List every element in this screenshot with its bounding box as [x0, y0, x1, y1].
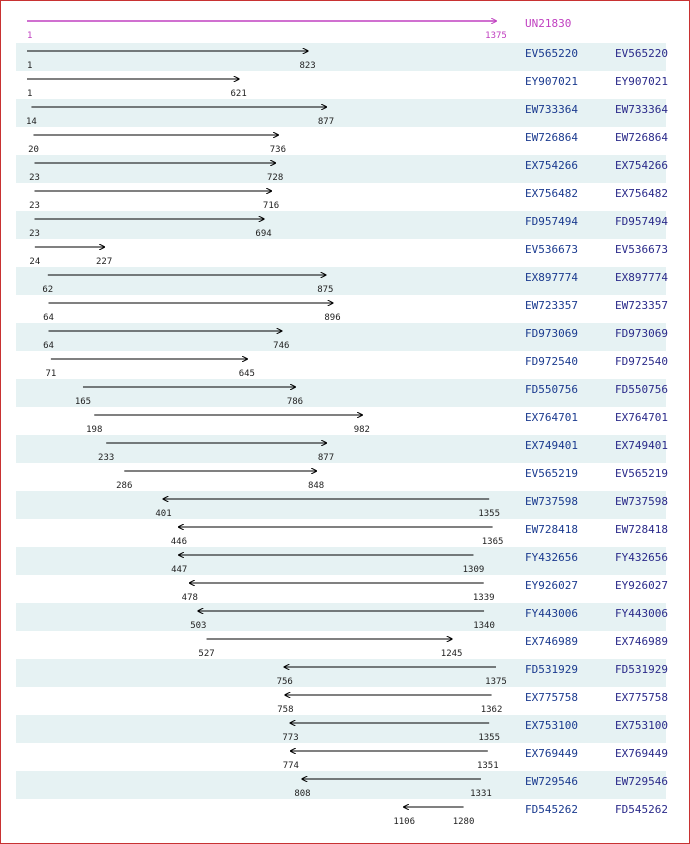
accession-link[interactable]: EW737598 [525, 495, 578, 508]
accession-link[interactable]: EW729546 [525, 775, 578, 788]
accession-label[interactable]: EW733364 [615, 103, 668, 116]
alignment-end-label: 848 [307, 481, 325, 491]
accession-link[interactable]: EX754266 [525, 159, 578, 172]
accession-link[interactable]: FD550756 [525, 383, 578, 396]
alignment-start-label: 447 [171, 565, 188, 575]
alignment-start-label: 808 [294, 789, 311, 799]
accession-label[interactable]: EV565219 [615, 467, 668, 480]
accession-label[interactable]: EY926027 [615, 579, 668, 592]
alignment-end-label: 1355 [478, 509, 501, 519]
accession-label[interactable]: EX897774 [615, 271, 668, 284]
accession-label[interactable]: FD531929 [615, 663, 668, 676]
alignment-end-label: 1280 [452, 817, 475, 827]
alignment-end-label: 875 [317, 285, 334, 295]
alignment-end-label: 1340 [473, 621, 495, 631]
accession-label[interactable]: EX769449 [615, 747, 668, 760]
alignment-start-label: 774 [282, 761, 299, 771]
accession-link[interactable]: EV565219 [525, 467, 578, 480]
alignment-start-label: 62 [42, 285, 54, 295]
alignment-start-label: 1 [27, 89, 33, 99]
alignment-end-label: 982 [353, 425, 370, 435]
alignment-end-label: 1245 [440, 649, 463, 659]
alignment-start-label: 24 [29, 257, 41, 267]
alignment-start-label: 233 [98, 453, 115, 463]
accession-link[interactable]: EV565220 [525, 47, 578, 60]
alignment-end-label: 877 [317, 117, 335, 127]
alignment-end-label: 736 [269, 145, 287, 155]
alignment-end-label: 645 [238, 369, 255, 379]
alignment-end-label: 877 [317, 453, 335, 463]
accession-link[interactable]: EX749401 [525, 439, 578, 452]
alignment-rows [26, 47, 668, 827]
alignment-start-label: 198 [86, 425, 103, 435]
alignment-start-label: 23 [29, 201, 40, 211]
accession-link[interactable]: FD531929 [525, 663, 578, 676]
alignment-start-label: 20 [28, 145, 39, 155]
accession-label[interactable]: FY443006 [615, 607, 668, 620]
accession-label[interactable]: EX753100 [615, 719, 668, 732]
accession-label[interactable]: FD550756 [615, 383, 668, 396]
alignment-start-label: 758 [277, 705, 294, 715]
accession-label[interactable]: EY907021 [615, 75, 668, 88]
alignment-end-label: 728 [267, 173, 284, 183]
accession-link[interactable]: EW723357 [525, 299, 578, 312]
accession-label[interactable]: EW728418 [615, 523, 668, 536]
alignment-end-label: 1331 [470, 789, 492, 799]
reference-id-link[interactable]: UN21830 [525, 17, 572, 30]
accession-link[interactable]: EX756482 [525, 187, 578, 200]
accession-link[interactable]: EY907021 [525, 75, 578, 88]
alignment-start-label: 446 [170, 537, 188, 547]
alignment-end-label: 746 [273, 341, 290, 351]
alignment-start-label: 165 [74, 397, 92, 407]
alignment-end-label: 716 [262, 201, 280, 211]
alignment-start-label: 23 [29, 173, 40, 183]
accession-link[interactable]: EW726864 [525, 131, 578, 144]
alignment-end-label: 694 [255, 229, 272, 239]
accession-label[interactable]: FD973069 [615, 327, 668, 340]
accession-link[interactable]: EX769449 [525, 747, 578, 760]
accession-link[interactable]: FD545262 [525, 803, 578, 816]
accession-label[interactable]: EV536673 [615, 243, 668, 256]
alignment-start-label: 756 [276, 677, 293, 687]
alignment-start-label: 64 [43, 313, 54, 323]
alignment-end-label: 1362 [480, 705, 503, 715]
accession-link[interactable]: FD972540 [525, 355, 578, 368]
accession-label[interactable]: EV565220 [615, 47, 668, 60]
accession-link[interactable]: EX775758 [525, 691, 578, 704]
accession-link[interactable]: EX897774 [525, 271, 578, 284]
alignment-start-label: 286 [116, 481, 133, 491]
alignment-end-label: 823 [299, 61, 316, 71]
alignment-end-label: 1351 [476, 761, 499, 771]
alignment-start-label: 478 [181, 593, 198, 603]
accession-link[interactable]: FD973069 [525, 327, 578, 340]
alignment-start-label: 503 [190, 621, 207, 631]
accession-label[interactable]: EW723357 [615, 299, 668, 312]
alignment-start-label: 1106 [393, 817, 416, 827]
alignment-end-label: 786 [286, 397, 304, 407]
accession-label[interactable]: FD545262 [615, 803, 668, 816]
reference-start-label: 1 [27, 31, 33, 41]
accession-link[interactable]: FY443006 [525, 607, 578, 620]
alignment-end-label: 896 [324, 313, 341, 323]
alignment-end-label: 1309 [462, 565, 485, 575]
alignment-start-label: 14 [26, 117, 37, 127]
accession-label[interactable]: EW737598 [615, 495, 668, 508]
alignment-start-label: 1 [27, 61, 33, 71]
accession-link[interactable]: EX764701 [525, 411, 578, 424]
alignment-end-label: 1355 [478, 733, 501, 743]
accession-link[interactable]: FY432656 [525, 551, 578, 564]
accession-link[interactable]: EW728418 [525, 523, 578, 536]
accession-label[interactable]: EW729546 [615, 775, 668, 788]
alignment-start-label: 71 [45, 369, 57, 379]
reference-end-label: 1375 [485, 31, 507, 41]
alignment-end-label: 1339 [472, 593, 495, 603]
accession-link[interactable]: EX746989 [525, 635, 578, 648]
accession-link[interactable]: EX753100 [525, 719, 578, 732]
accession-link[interactable]: EY926027 [525, 579, 578, 592]
alignment-diagram [1, 1, 690, 844]
accession-label[interactable]: EX749401 [615, 439, 668, 452]
accession-link[interactable]: EV536673 [525, 243, 578, 256]
accession-label[interactable]: FY432656 [615, 551, 668, 564]
alignment-end-label: 621 [230, 89, 247, 99]
accession-link[interactable]: FD957494 [525, 215, 578, 228]
alignment-end-label: 227 [96, 257, 113, 267]
alignment-start-label: 773 [282, 733, 299, 743]
accession-label[interactable]: EX775758 [615, 691, 668, 704]
alignment-start-label: 401 [155, 509, 172, 519]
accession-label[interactable]: EX764701 [615, 411, 668, 424]
accession-label[interactable]: EX756482 [615, 187, 668, 200]
alignment-start-label: 23 [29, 229, 40, 239]
alignment-start-label: 527 [198, 649, 215, 659]
alignment-start-label: 64 [43, 341, 54, 351]
accession-label[interactable]: FD972540 [615, 355, 668, 368]
accession-label[interactable]: EW726864 [615, 131, 668, 144]
accession-label[interactable]: EX754266 [615, 159, 668, 172]
alignment-end-label: 1365 [481, 537, 504, 547]
accession-label[interactable]: EX746989 [615, 635, 668, 648]
accession-label[interactable]: FD957494 [615, 215, 668, 228]
alignment-end-label: 1375 [485, 677, 507, 687]
accession-link[interactable]: EW733364 [525, 103, 578, 116]
